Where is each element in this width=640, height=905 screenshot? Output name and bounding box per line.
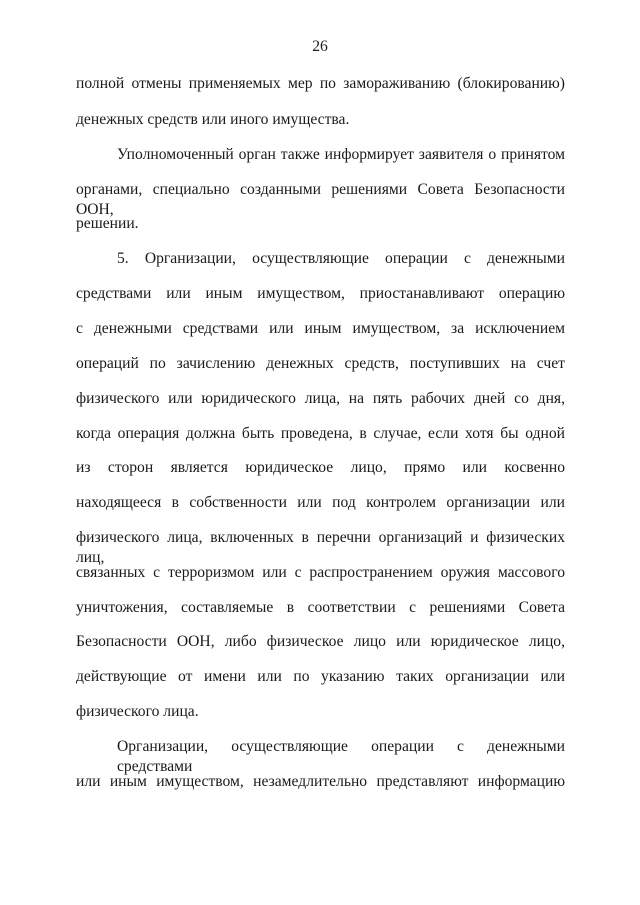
text-line: Организации, осуществляющие операции с денежными средствами bbox=[117, 738, 565, 775]
text-line: уничтожения, составляемые в соответствии с решениями Совета bbox=[76, 599, 565, 616]
text-line: с денежными средствами или иным имуществом, за исключением bbox=[76, 320, 565, 337]
text-line: когда операция должна быть проведена, в случае, если хотя бы одной bbox=[76, 425, 565, 442]
text-line: Уполномоченный орган также информирует заявителя о принятом bbox=[117, 146, 565, 163]
text-line: денежных средств или иного имущества. bbox=[76, 111, 350, 128]
text-line: средствами или иным имуществом, приостанавливают операцию bbox=[76, 285, 565, 302]
page-number: 26 bbox=[312, 38, 328, 55]
text-line: физического лица. bbox=[76, 703, 199, 720]
text-line: действующие от имени или по указанию таких организации или bbox=[76, 668, 565, 685]
text-line: Безопасности ООН, либо физическое лицо или юридическое лицо, bbox=[76, 633, 565, 650]
text-line: полной отмены применяемых мер по замораживанию (блокированию) bbox=[76, 75, 565, 92]
text-line: решении. bbox=[76, 215, 139, 232]
text-line: связанных с терроризмом или с распространением оружия массового bbox=[76, 564, 565, 581]
text-line: из сторон является юридическое лицо, прямо или косвенно bbox=[76, 459, 565, 476]
text-line: или иным имуществом, незамедлительно представляют информацию bbox=[76, 773, 565, 790]
text-line: 5. Организации, осуществляющие операции с денежными bbox=[117, 250, 565, 267]
text-line: органами, специально созданными решениями Совета Безопасности ООН, bbox=[76, 181, 565, 218]
text-line: физического или юридического лица, на пять рабочих дней со дня, bbox=[76, 390, 565, 407]
text-line: физического лица, включенных в перечни организаций и физических лиц, bbox=[76, 529, 565, 566]
text-line: операций по зачислению денежных средств, поступивших на счет bbox=[76, 355, 565, 372]
text-line: находящееся в собственности или под контролем организации или bbox=[76, 494, 565, 511]
